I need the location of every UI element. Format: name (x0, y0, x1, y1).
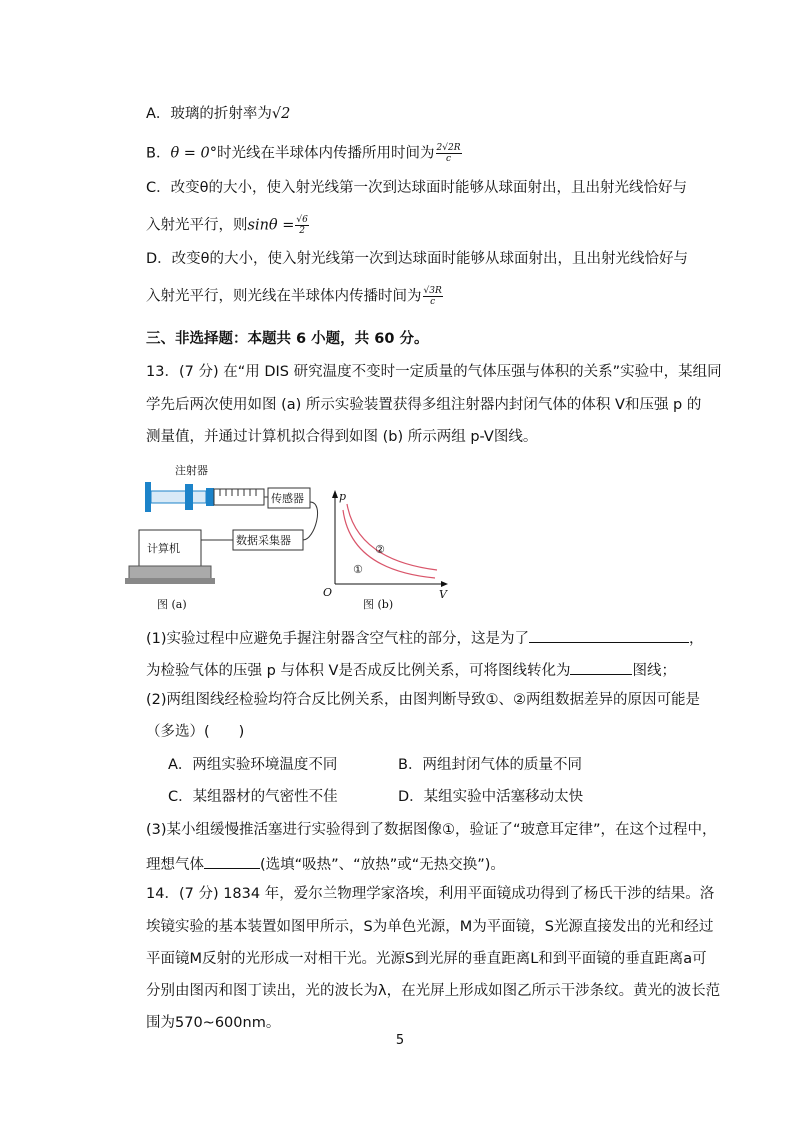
q13-option-b: B．两组封闭气体的质量不同 (398, 757, 582, 773)
curve-2-label: ② (375, 543, 385, 556)
computer-label: 计算机 (147, 542, 180, 555)
caption-a: 图 (a) (157, 598, 187, 611)
q13-option-c: C．某组器材的气密性不佳 (168, 789, 338, 805)
axis-p-label: p (339, 490, 347, 503)
sqrt2-value: √2 (271, 106, 291, 122)
axis-v-label: V (439, 588, 447, 601)
q14-line2: 埃镜实验的基本装置如图甲所示，S为单色光源，M为平面镜，S光源直接发出的光和经过 (146, 919, 714, 935)
syringe-label: 注射器 (175, 464, 208, 477)
page-number: 5 (395, 1033, 405, 1048)
option-b: B．θ = 0°时光线在半球体内传播所用时间为 $\frac{2√2R}{c}$ (146, 143, 461, 164)
q14-line1: 14．(7 分) 1834 年，爱尔兰物理学家洛埃，利用平面镜成功得到了杨氏干涉的结果。洛 (146, 886, 715, 902)
q13-intro-1: 13．(7 分) 在“用 DIS 研究温度不变时一定质量的气体压强与体积的关系”实验中，某组同 (146, 364, 722, 380)
q13-part3-line1: (3)某小组缓慢推活塞进行实验得到了数据图像①，验证了“玻意耳定律”，在这个过程中， (146, 822, 717, 838)
curve-1-label: ① (353, 563, 363, 576)
q13-part2-line2: （多选）( ) (146, 724, 245, 740)
section-title: 三、非选择题：本题共 6 小题，共 60 分。 (146, 331, 429, 347)
q13-part1-line1: (1)实验过程中应避免手握注射器含空气柱的部分，这是为了 ， (146, 626, 704, 649)
collector-label: 数据采集器 (236, 534, 291, 547)
computer (125, 530, 215, 584)
answer-blank-3[interactable] (204, 852, 260, 869)
sensor-label: 传感器 (271, 492, 304, 505)
q13-part1-line2: 为检验气体的压强 p 与体积 V是否成反比例关系，可将图线转化为 图线； (146, 658, 676, 681)
experiment-figure (125, 460, 465, 620)
option-c-line2: 入射光平行，则sinθ = $\frac{√6}{2}$ (146, 215, 308, 236)
q13-intro-2: 学先后两次使用如图 (a) 所示实验装置获得多组注射器内封闭气体的体积 V和压强 p 的 (146, 397, 702, 413)
q14-line4: 分别由图丙和图丁读出，光的波长为λ，在光屏上形成如图乙所示干涉条纹。黄光的波长范 (146, 983, 721, 999)
q13-option-d: D．某组实验中活塞移动太快 (398, 789, 584, 805)
option-a: A．玻璃的折射率为√2 (146, 106, 291, 122)
q13-part2-line1: (2)两组图线经检验均符合反比例关系，由图判断导致①、②两组数据差异的原因可能是 (146, 692, 701, 708)
q14-line5: 围为570~600nm。 (146, 1015, 281, 1031)
q13-option-a: A．两组实验环境温度不同 (168, 757, 338, 773)
answer-blank-2[interactable] (570, 658, 632, 675)
q13-intro-3: 测量值，并通过计算机拟合得到如图 (b) 所示两组 p-V图线。 (146, 429, 538, 445)
pv-graph (332, 490, 448, 587)
caption-b: 图 (b) (363, 598, 394, 611)
option-d-line1: D．改变θ的大小，使入射光线第一次到达球面时能够从球面射出，且出射光线恰好与 (146, 251, 689, 267)
curve-2 (347, 504, 437, 570)
option-c-line1: C．改变θ的大小，使入射光线第一次到达球面时能够从球面射出，且出射光线恰好与 (146, 180, 687, 196)
fraction: $\frac{√3R}{c}$ (423, 286, 442, 307)
q13-part3-line2: 理想气体 (选填“吸热”、“放热”或“无热交换”)。 (146, 852, 505, 875)
fraction: $\frac{2√2R}{c}$ (436, 143, 461, 164)
option-d-line2: 入射光平行，则光线在半球体内传播时间为 $\frac{√3R}{c}$ (146, 286, 442, 307)
syringe (145, 482, 268, 512)
origin-label: O (323, 586, 333, 599)
fraction: $\frac{√6}{2}$ (296, 215, 308, 236)
q14-line3: 平面镜M反射的光形成一对相干光。光源S到光屏的垂直距离L和到平面镜的垂直距离a可 (146, 951, 707, 967)
answer-blank-1[interactable] (529, 626, 689, 643)
